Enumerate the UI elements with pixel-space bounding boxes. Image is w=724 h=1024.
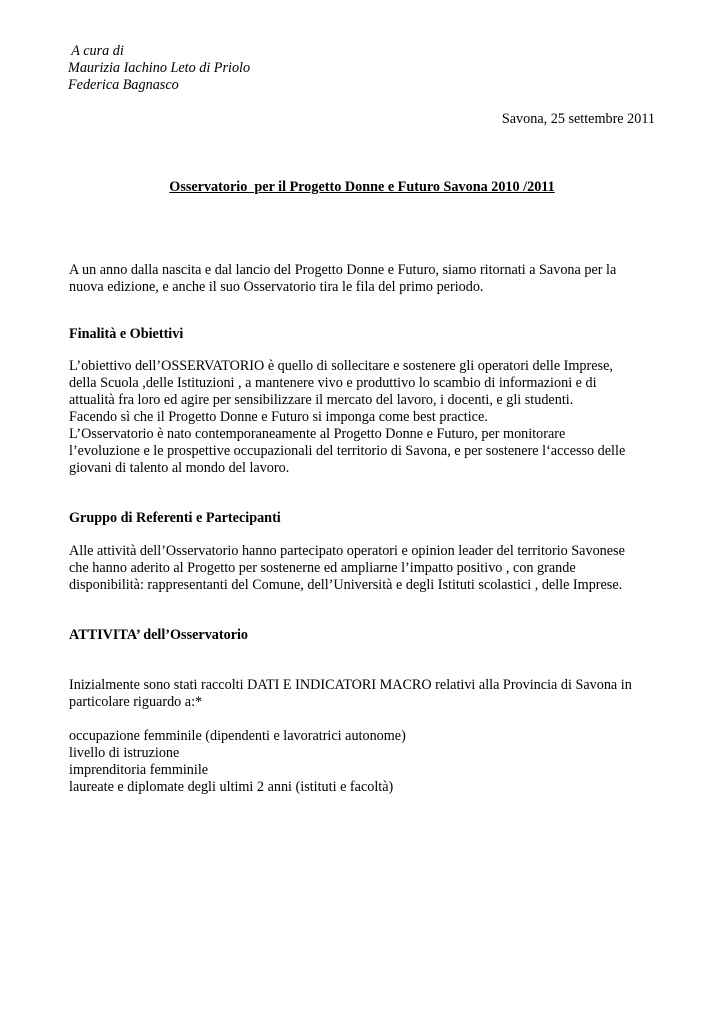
document-date: Savona, 25 settembre 2011 (501, 111, 655, 127)
editors-block (68, 43, 250, 94)
paragraph-line: L’Osservatorio è nato contemporaneamente al Progetto Donne e Futuro, per monitorare (69, 426, 566, 442)
section-heading-attivita: ATTIVITA’ dell’Osservatorio (69, 627, 249, 643)
editor-name: Federica Bagnasco (68, 77, 179, 93)
paragraph-line: disponibilità: rappresentanti del Comune, dell’Università e degli Istituti scolastici , delle Imprese. (69, 577, 623, 593)
attivita-list (69, 728, 406, 796)
paragraph-line: Alle attività dell’Osservatorio hanno partecipato operatori e opinion leader del territorio Savonese (69, 543, 625, 559)
paragraph-line: giovani di talento al mondo del lavoro. (69, 460, 290, 476)
section-heading-finalita: Finalità e Obiettivi (69, 326, 184, 342)
section-heading-gruppo: Gruppo di Referenti e Partecipanti (69, 510, 281, 526)
list-item: imprenditoria femminile (69, 762, 209, 778)
editor-name: Maurizia Iachino Leto di Priolo (68, 60, 251, 76)
paragraph-line: l’evoluzione e le prospettive occupazionali del territorio di Savona, e per sostenere l‘accesso delle (69, 443, 626, 459)
paragraph-line: nuova edizione, e anche il suo Osservatorio tira le fila del primo periodo. (69, 279, 484, 295)
paragraph-line: particolare riguardo a:* (69, 694, 203, 710)
list-item: occupazione femminile (dipendenti e lavoratrici autonome) (69, 728, 406, 744)
paragraph-line: che hanno aderito al Progetto per sostenerne ed ampliarne l’impatto positivo , con grande (69, 560, 576, 576)
document-title: Osservatorio per il Progetto Donne e Futuro Savona 2010 /2011 (169, 179, 555, 195)
list-item: livello di istruzione (69, 745, 180, 761)
intro-paragraph (69, 262, 616, 296)
paragraph-line: attualità fra loro ed agire per sensibilizzare il mercato del lavoro, i docenti, e gli studenti. (69, 392, 574, 408)
editors-intro: A cura di (68, 43, 124, 59)
attivita-paragraph (69, 677, 632, 711)
paragraph-line: L’obiettivo dell’OSSERVATORIO è quello di sollecitare e sostenere gli operatori delle Imprese, (69, 358, 613, 374)
gruppo-paragraph (69, 543, 625, 594)
list-item: laureate e diplomate degli ultimi 2 anni (istituti e facoltà) (69, 779, 394, 795)
paragraph-line: Facendo sì che il Progetto Donne e Futuro si imponga come best practice. (69, 409, 488, 425)
finalita-paragraph (69, 358, 625, 477)
paragraph-line: A un anno dalla nascita e dal lancio del Progetto Donne e Futuro, siamo ritornati a Savona per la (69, 262, 617, 278)
paragraph-line: della Scuola ,delle Istituzioni , a mantenere vivo e produttivo lo scambio di informazioni e di (69, 375, 597, 391)
paragraph-line: Inizialmente sono stati raccolti DATI E INDICATORI MACRO relativi alla Provincia di Savona in (69, 677, 632, 693)
